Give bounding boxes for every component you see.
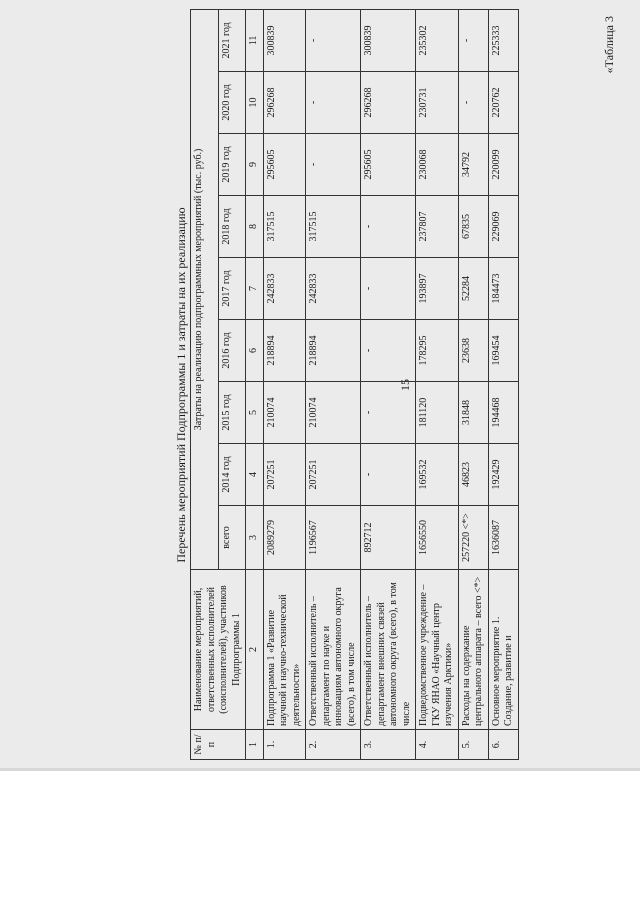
cell-value: 229069 xyxy=(488,196,518,258)
header-year: 2014 год xyxy=(218,444,246,506)
column-number: 2 xyxy=(246,570,264,730)
cell-value: 220099 xyxy=(488,134,518,196)
row-name: Подпрограмма 1 «Развитие научной и научно-технической деятельности» xyxy=(263,570,306,730)
cell-value: 67835 xyxy=(458,196,488,258)
column-number: 10 xyxy=(246,72,264,134)
cell-value: 218894 xyxy=(263,320,306,382)
cell-value: 1196567 xyxy=(306,506,361,570)
cell-value: 257220 <*> xyxy=(458,506,488,570)
cell-value: 235302 xyxy=(416,9,459,71)
row-name: Основное мероприятие 1. Создание, развитие и xyxy=(488,570,518,730)
cell-value: 184473 xyxy=(488,258,518,320)
cell-value: 300839 xyxy=(361,9,416,71)
cell-value: 31848 xyxy=(458,382,488,444)
header-year: всего xyxy=(218,506,246,570)
cell-value: 2089279 xyxy=(263,506,306,570)
header-year: 2019 год xyxy=(218,134,246,196)
header-name: Наименование мероприятий, ответственных исполнителей (соисполнителей), участников Подпрограммы 1 xyxy=(191,570,246,730)
row-number: 4. xyxy=(416,730,459,760)
cell-value: - xyxy=(361,444,416,506)
table-row xyxy=(361,9,416,759)
column-numbers-row xyxy=(246,9,264,759)
header-row-1 xyxy=(191,9,219,759)
header-year: 2017 год xyxy=(218,258,246,320)
column-number: 4 xyxy=(246,444,264,506)
header-costs: Затраты на реализацию подпрограммных мероприятий (тыс. руб.) xyxy=(191,9,219,569)
cell-value: 34792 xyxy=(458,134,488,196)
column-number: 8 xyxy=(246,196,264,258)
header-year: 2021 год xyxy=(218,9,246,71)
column-number: 5 xyxy=(246,382,264,444)
cell-value: - xyxy=(306,9,361,71)
row-name: Ответственный исполнитель – департамент внешних связей автономного округа (всего), в том числе xyxy=(361,570,416,730)
cell-value: 169454 xyxy=(488,320,518,382)
cell-value: 230731 xyxy=(416,72,459,134)
table-row xyxy=(458,9,488,759)
row-name: Расходы на содержание центрального аппарата – всего <*> xyxy=(458,570,488,730)
header-year: 2015 год xyxy=(218,382,246,444)
cell-value: 23638 xyxy=(458,320,488,382)
row-number: 3. xyxy=(361,730,416,760)
cell-value: 1636087 xyxy=(488,506,518,570)
cell-value: 230068 xyxy=(416,134,459,196)
cell-value: 46823 xyxy=(458,444,488,506)
cell-value: 242833 xyxy=(263,258,306,320)
cell-value: - xyxy=(458,72,488,134)
cell-value: 295605 xyxy=(263,134,306,196)
row-name: Ответственный исполнитель – департамент по науке и инновациям автономного округа (всего), в том числе xyxy=(306,570,361,730)
row-number: 2. xyxy=(306,730,361,760)
table-row xyxy=(416,9,459,759)
page-number: 15 xyxy=(398,379,412,391)
cell-value: 242833 xyxy=(306,258,361,320)
cell-value: 317515 xyxy=(306,196,361,258)
table-row xyxy=(263,9,306,759)
cell-value: 193897 xyxy=(416,258,459,320)
cell-value: 210074 xyxy=(306,382,361,444)
header-year: 2020 год xyxy=(218,72,246,134)
column-number: 11 xyxy=(246,9,264,71)
cell-value: 194468 xyxy=(488,382,518,444)
cell-value: 210074 xyxy=(263,382,306,444)
cell-value: - xyxy=(458,9,488,71)
cell-value: 892712 xyxy=(361,506,416,570)
column-number: 3 xyxy=(246,506,264,570)
header-year: 2018 год xyxy=(218,196,246,258)
cell-value: 181120 xyxy=(416,382,459,444)
cell-value: 300839 xyxy=(263,9,306,71)
cell-value: - xyxy=(361,258,416,320)
row-number: 1. xyxy=(263,730,306,760)
scan-edge xyxy=(0,768,640,771)
table-label: «Таблица 3 xyxy=(602,16,616,74)
cell-value: 178295 xyxy=(416,320,459,382)
cell-value: 192429 xyxy=(488,444,518,506)
cell-value: 169532 xyxy=(416,444,459,506)
costs-table xyxy=(190,9,519,760)
cell-value: 52284 xyxy=(458,258,488,320)
cell-value: 296268 xyxy=(263,72,306,134)
cell-value: 225333 xyxy=(488,9,518,71)
row-name: Подведомственное учреждение – ГКУ ЯНАО «Научный центр изучения Арктики» xyxy=(416,570,459,730)
cell-value: 237807 xyxy=(416,196,459,258)
column-number: 7 xyxy=(246,258,264,320)
table-row xyxy=(488,9,518,759)
cell-value: - xyxy=(361,320,416,382)
row-number: 5. xyxy=(458,730,488,760)
rotated-page xyxy=(90,10,620,760)
cell-value: 218894 xyxy=(306,320,361,382)
cell-value: 317515 xyxy=(263,196,306,258)
header-no: № п/п xyxy=(191,730,246,760)
row-number: 6. xyxy=(488,730,518,760)
cell-value: 1656550 xyxy=(416,506,459,570)
cell-value: 207251 xyxy=(306,444,361,506)
table-title: Перечень мероприятий Подпрограммы 1 и затраты на их реализацию xyxy=(174,207,188,563)
cell-value: 295605 xyxy=(361,134,416,196)
cell-value: - xyxy=(306,134,361,196)
cell-value: - xyxy=(361,382,416,444)
column-number: 6 xyxy=(246,320,264,382)
cell-value: - xyxy=(306,72,361,134)
column-number: 1 xyxy=(246,730,264,760)
table-row xyxy=(306,9,361,759)
header-year: 2016 год xyxy=(218,320,246,382)
cell-value: - xyxy=(361,196,416,258)
cell-value: 207251 xyxy=(263,444,306,506)
column-number: 9 xyxy=(246,134,264,196)
cell-value: 296268 xyxy=(361,72,416,134)
cell-value: 220762 xyxy=(488,72,518,134)
